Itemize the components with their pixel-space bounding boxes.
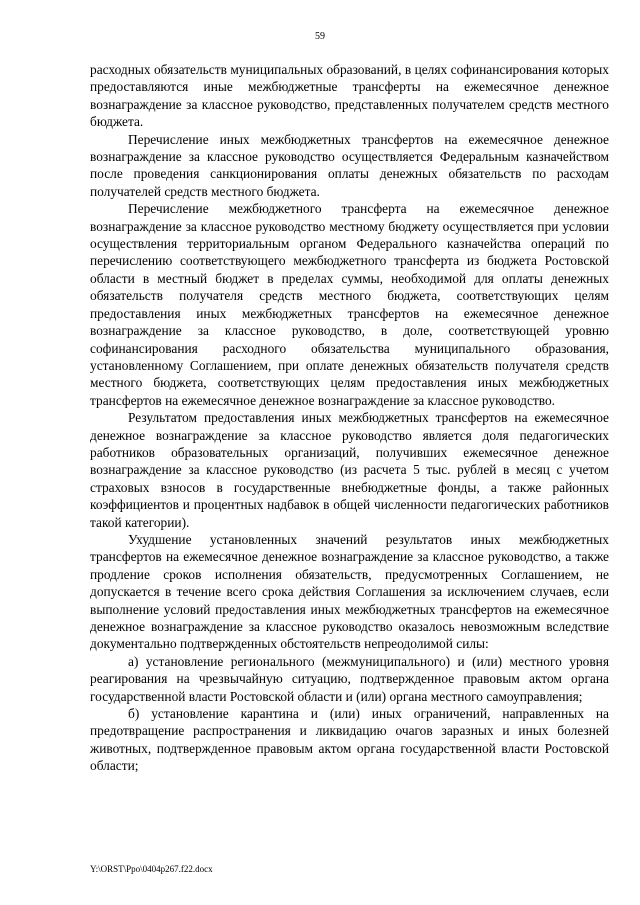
page-number: 59: [315, 31, 325, 42]
paragraph-continuation: расходных обязательств муниципальных образований, в целях софинансирования которых предоставляются иные межбюджетные трансферты на ежемесячное денежное вознаграждение за классное руководство, представленных получателем средств местного бюджета.: [90, 62, 609, 130]
footer-file-path: Y:\ORST\Ppo\0404p267.f22.docx: [90, 864, 213, 874]
list-item-b: б) установление карантина и (или) иных ограничений, направленных на предотвращение распространения и ликвидацию очагов заразных и иных болезней животных, подтвержденное правовым актом органа государственной власти Ростовской области;: [90, 706, 609, 774]
paragraph-transfer-treasury: Перечисление иных межбюджетных трансфертов на ежемесячное денежное вознаграждение за классное руководство осуществляется Федеральным казначейством после проведения санкционирования оплаты денежных обязательств по расходам получателей средств местного бюджета.: [90, 131, 609, 199]
list-item-a: а) установление регионального (межмуниципального) и (или) местного уровня реагирования на чрезвычайную ситуацию, подтвержденное правовым актом органа государственной власти Ростовской области и (или) органа местного самоуправления;: [90, 653, 609, 704]
paragraph-deterioration: Ухудшение установленных значений результатов иных межбюджетных трансфертов на ежемесячное денежное вознаграждение за классное руководство, а также продление сроков исполнения обязательств, предусмотренных Соглашением, не допускается в течение всего срока действия Соглашения за исключением случаев, если выполнение условий предоставления иных межбюджетных трансфертов на ежемесячное денежное вознаграждение за классное руководство оказалось невозможным вследствие документально подтвержденных обстоятельств непреодолимой силы:: [90, 531, 609, 652]
document-body: [90, 61, 609, 775]
paragraph-result: Результатом предоставления иных межбюджетных трансфертов на ежемесячное денежное вознаграждение за классное руководство является доля педагогических работников образовательных организаций, получивших ежемесячное денежное вознаграждение за классное руководство (из расчета 5 тыс. рублей в месяц с учетом страховых взносов в государственные внебюджетные фонды, а также районных коэффициентов и процентных надбавок в общей численности педагогических работников такой категории).: [90, 410, 609, 530]
paragraph-transfer-conditions: Перечисление межбюджетного трансферта на ежемесячное денежное вознаграждение за классное руководство местному бюджету осуществляется при условии осуществления территориальным органом Федерального казначейства операций по перечислению соответствующего межбюджетного трансферта из бюджета Ростовской области в местный бюджет в пределах суммы, необходимой для оплаты денежных обязательств получателя средств местного бюджета, соответствующих целям предоставления иных межбюджетных трансфертов на ежемесячное денежное вознаграждение за классное руководство, в доле, соответствующей уровню софинансирования расходного обязательства муниципального образования, установленному Соглашением, при оплате денежных обязательств получателя средств местного бюджета, соответствующих целям предоставления иных межбюджетных трансфертов на ежемесячное денежное вознаграждение за классное руководство.: [90, 201, 609, 408]
